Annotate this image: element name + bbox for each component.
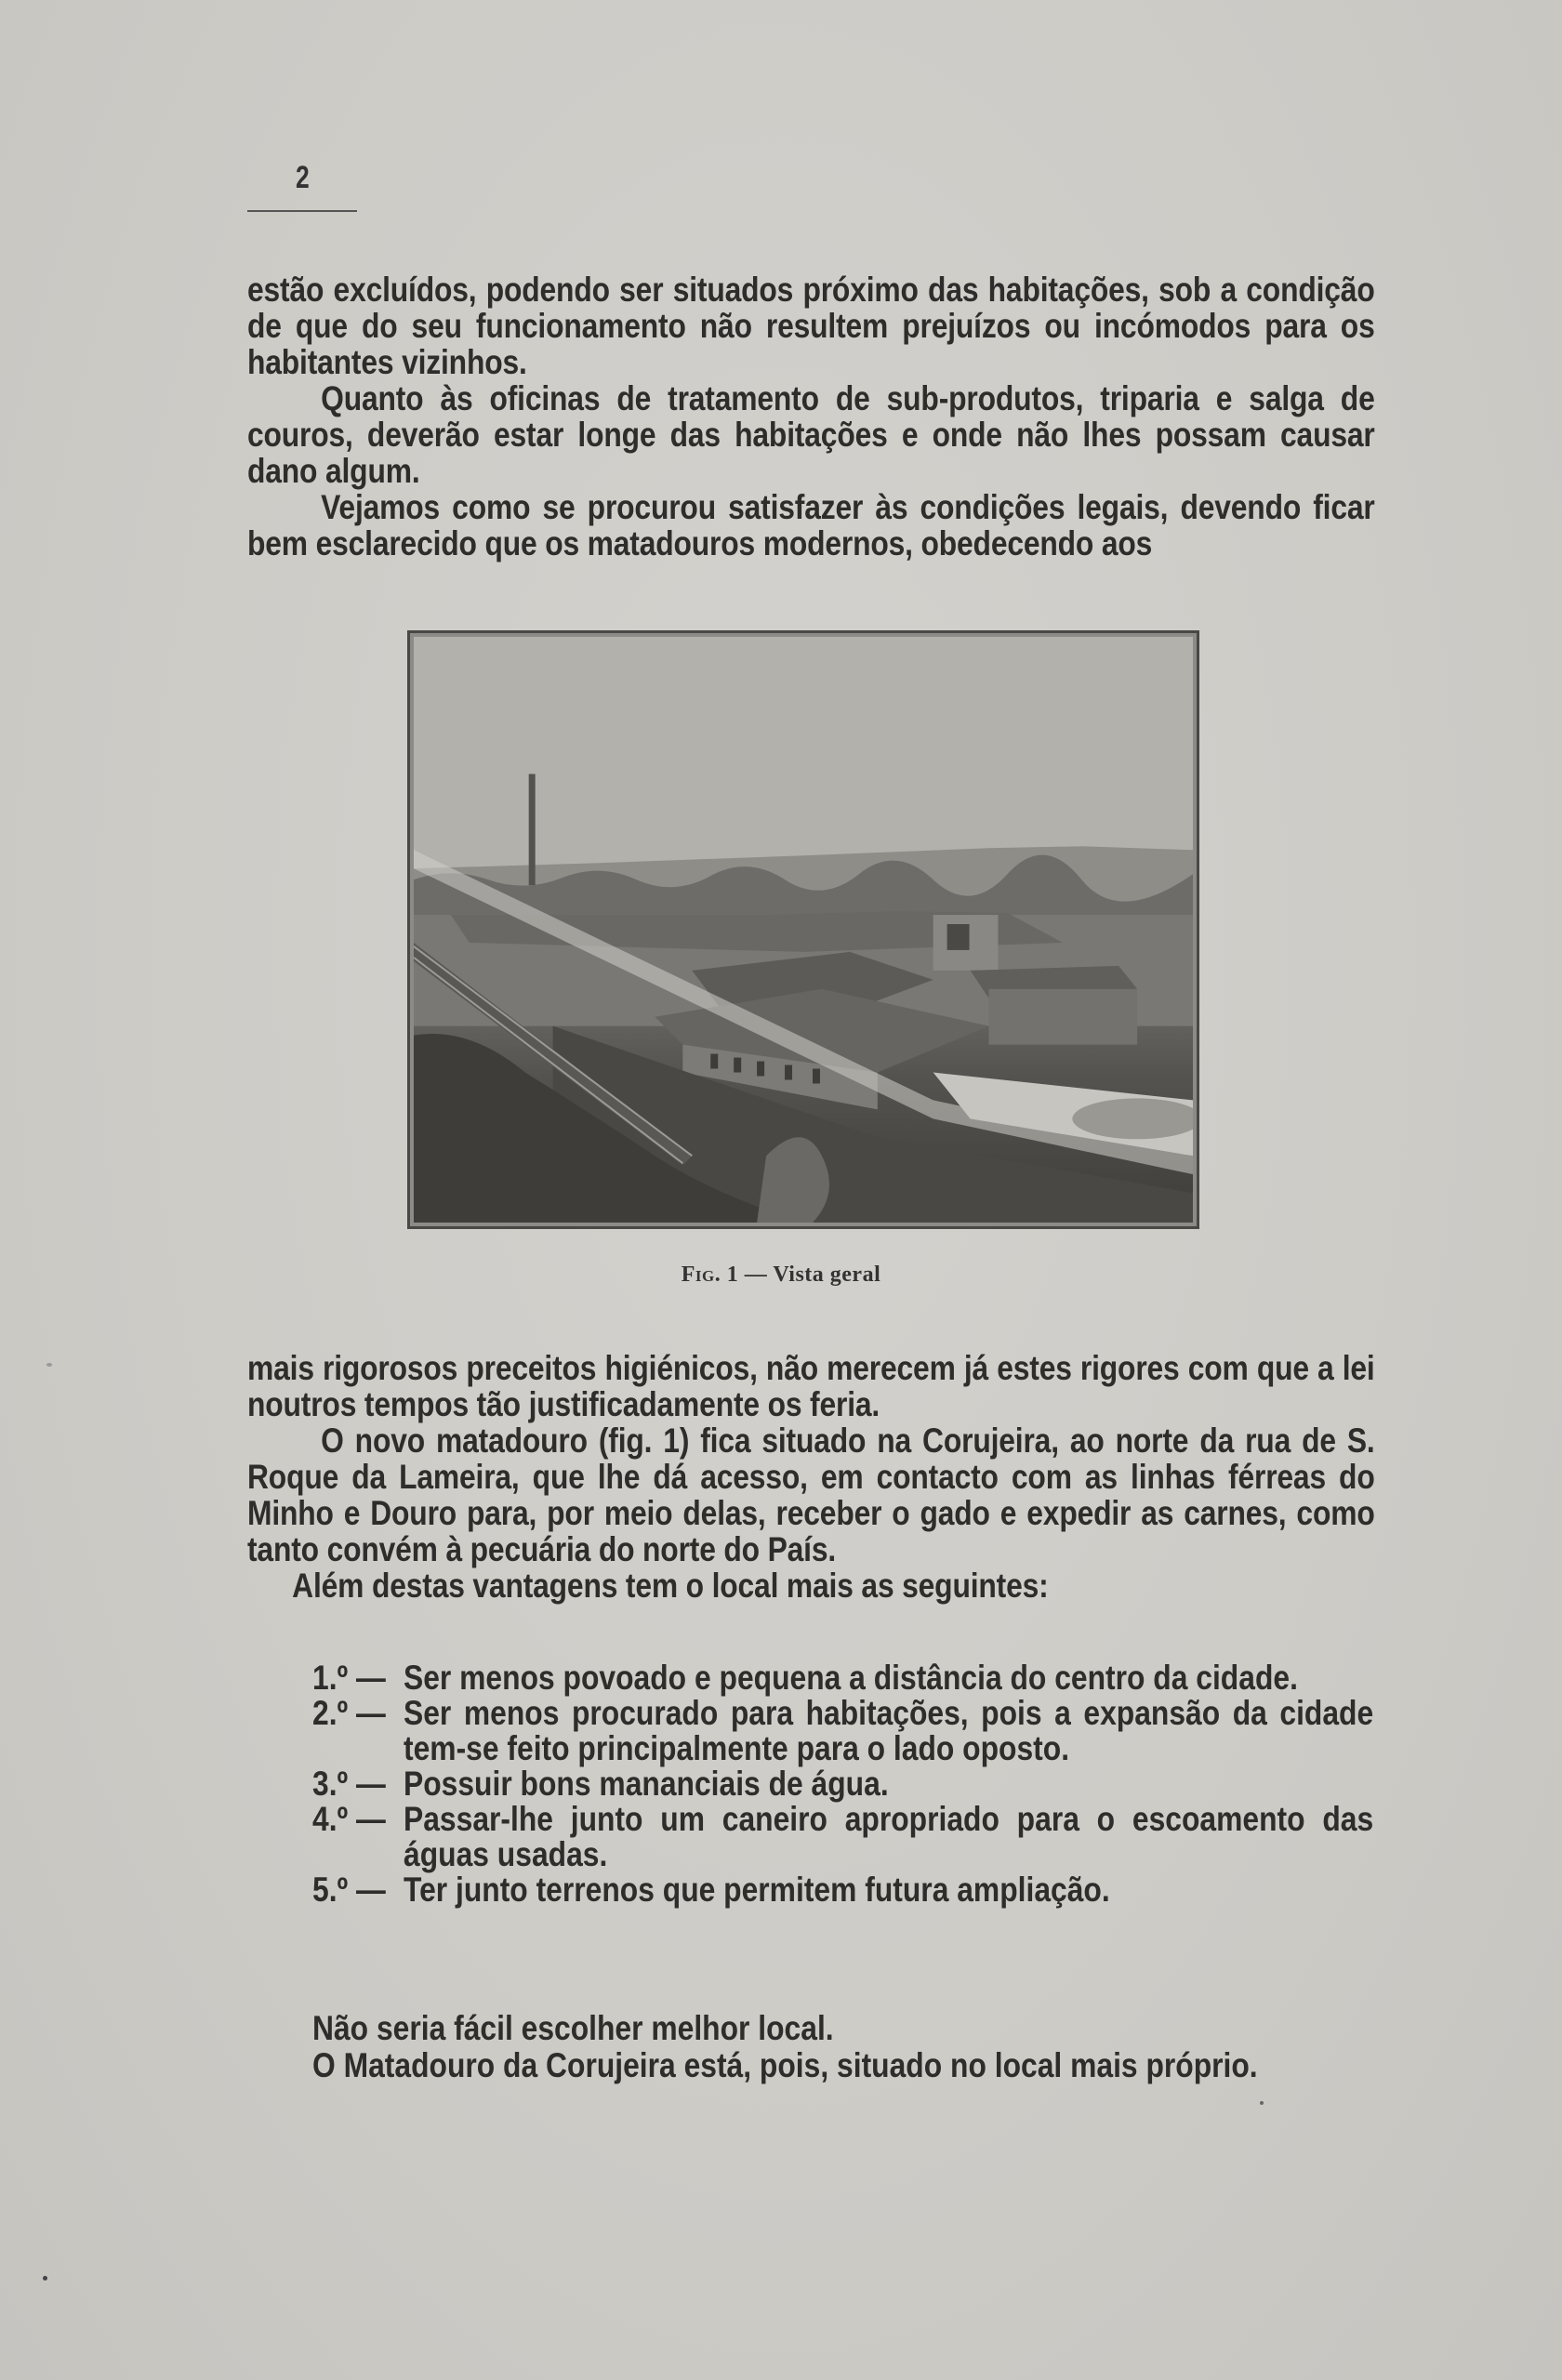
paper-speck xyxy=(43,2276,47,2281)
closing-line: O Matadouro da Corujeira está, pois, situado no local mais próprio. xyxy=(312,2046,1258,2084)
paragraph: Além destas vantagens tem o local mais as seguintes: xyxy=(292,1567,1049,1605)
list-item-number: 5.º — xyxy=(312,1871,386,1909)
list-item xyxy=(312,1660,1374,1696)
page-number: 2 xyxy=(296,160,310,195)
paper-speck xyxy=(1260,2101,1264,2105)
list-item-text: Possuir bons mananciais de água. xyxy=(404,1765,889,1803)
figure-number: 1 xyxy=(726,1263,739,1287)
paragraph: O novo matadouro (fig. 1) fica situado na Corujeira, ao norte da rua de S. Roque da Lameira, que lhe dá acesso, em contacto com as linhas férreas do Minho e Douro para, por meio delas, receber o gado e expedir as carnes, como tanto convém à pecuária do norte do País. xyxy=(247,1421,1375,1568)
figure-photo-frame xyxy=(407,630,1199,1229)
figure-title: Vista geral xyxy=(773,1263,881,1287)
list-item-text: Passar-lhe junto um caneiro apropriado para o escoamento das águas usadas. xyxy=(404,1800,1374,1873)
advantages-list xyxy=(312,1660,1374,1908)
figure-label: Fig. xyxy=(681,1263,721,1287)
list-item-number: 3.º — xyxy=(312,1765,386,1803)
list-item xyxy=(312,1802,1374,1872)
list-item-text: Ser menos procurado para habitações, pois a expansão da cidade tem-se feito principalmente para o lado oposto. xyxy=(404,1694,1374,1767)
list-item-number: 4.º — xyxy=(312,1800,386,1838)
list-item xyxy=(312,1696,1374,1766)
paragraph: Vejamos como se procurou satisfazer às condições legais, devendo ficar bem esclarecido que os matadouros modernos, obedecendo aos xyxy=(247,488,1375,562)
paragraph: Quanto às oficinas de tratamento de sub-produtos, triparia e salga de couros, deverão estar longe das habitações e onde não lhes possam causar dano algum. xyxy=(247,379,1375,490)
text-block-top xyxy=(247,271,1374,562)
closing-text xyxy=(312,2010,1374,2084)
paper-speck xyxy=(46,1363,52,1367)
slaughterhouse-photo xyxy=(414,637,1193,1223)
paragraph: estão excluídos, podendo ser situados próximo das habitações, sob a condição de que do seu funcionamento não resultem prejuízos ou incómodos para os habitantes vizinhos. xyxy=(247,271,1375,381)
figure-separator: — xyxy=(744,1263,768,1287)
paragraph: mais rigorosos preceitos higiénicos, não merecem já estes rigores com que a lei noutros tempos tão justificadamente os feria. xyxy=(247,1349,1375,1423)
list-item xyxy=(312,1872,1374,1908)
photo-illustration-icon xyxy=(414,637,1193,1223)
figure-caption xyxy=(0,1263,1562,1288)
list-item-number: 2.º — xyxy=(312,1694,386,1732)
closing-line: Não seria fácil escolher melhor local. xyxy=(312,2009,834,2047)
list-item-text: Ser menos povoado e pequena a distância do centro da cidade. xyxy=(404,1659,1298,1697)
list-item-text: Ter junto terrenos que permitem futura ampliação. xyxy=(404,1871,1110,1909)
text-block-bottom xyxy=(247,1350,1374,1604)
page-number-rule xyxy=(247,210,357,212)
list-item-number: 1.º — xyxy=(312,1659,386,1697)
list-item xyxy=(312,1766,1374,1802)
